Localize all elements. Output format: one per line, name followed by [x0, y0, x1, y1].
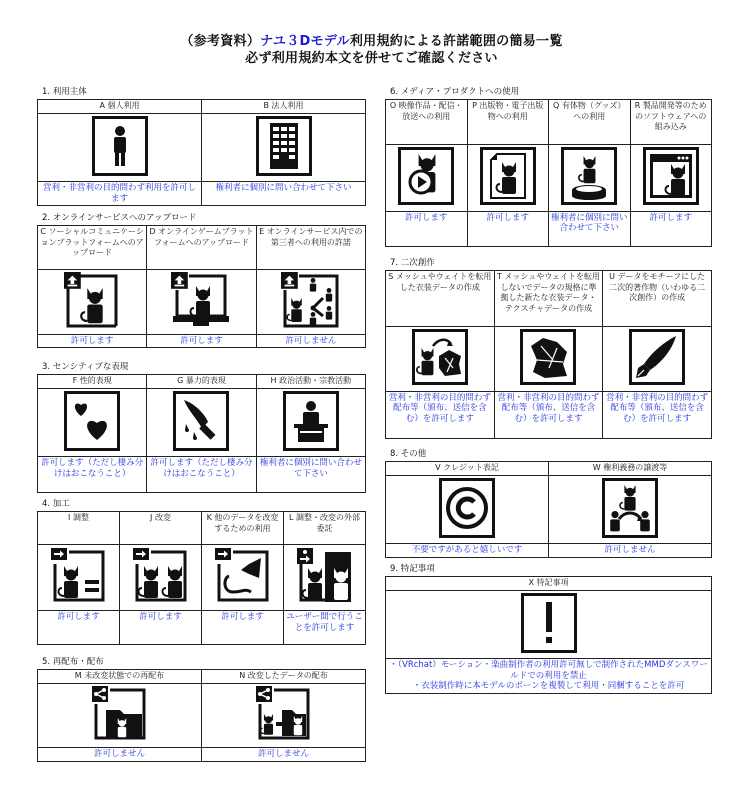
- costume-icon: [520, 329, 576, 385]
- column-header: G 暴力的表現: [147, 375, 256, 389]
- copyright-icon: [439, 478, 495, 538]
- icon-cell: [38, 545, 120, 611]
- section-label: 5. 再配布・配布: [42, 657, 104, 667]
- page-subtitle: 必ず利用規約本文を併せてご確認ください: [245, 51, 498, 66]
- section-processing: [37, 498, 366, 645]
- permission-table: [37, 669, 366, 762]
- icon-cell: [549, 145, 631, 212]
- share-modified-icon: [256, 735, 312, 744]
- icon-cell: [256, 388, 365, 457]
- column-header: T メッシュやウェイトを転用しないでデータの規格に準拠した新たな衣装データ・テクスチャデータの作成: [494, 271, 603, 327]
- section-redistribution: [37, 656, 366, 762]
- icon-cell: [147, 388, 256, 457]
- permission-status: 許可します: [38, 611, 120, 645]
- column-header: D オンラインゲームプラットフォームへのアップロード: [147, 226, 256, 270]
- upload-share-icon: [281, 321, 341, 330]
- permission-status: 許可します: [38, 334, 147, 348]
- column-header: K 他のデータを改変するための利用: [202, 512, 284, 545]
- column-header: O 映像作品・配信・放送への利用: [386, 100, 468, 145]
- column-header: N 改変したデータの配布: [202, 670, 366, 684]
- note-line: ・衣装制作時に本モデルのボーンを複製して利用・同梱することを許可: [412, 681, 685, 691]
- section-label: 9. 特記事項: [390, 564, 435, 574]
- permission-status: 許可します: [630, 211, 712, 246]
- column-header: P 出版物・電子出版物への利用: [467, 100, 549, 145]
- knife-icon: [173, 391, 229, 451]
- icon-cell: [38, 270, 147, 335]
- section-other: [385, 448, 712, 558]
- section-label: 6. メディア・プロダクトへの使用: [390, 87, 520, 97]
- icon-cell: [494, 327, 603, 392]
- exclamation-icon: [521, 593, 577, 653]
- permission-status: 許可します: [147, 334, 256, 348]
- icon-cell: [386, 327, 495, 392]
- column-header: X 特記事項: [386, 577, 712, 591]
- icon-cell: [284, 545, 366, 611]
- column-header: V クレジット表記: [386, 462, 549, 476]
- title-brand: ナユ３Dモデル: [260, 34, 350, 49]
- title-suffix: 利用規約による許諾範囲の簡易一覧: [349, 34, 563, 49]
- software-window-icon: [643, 147, 699, 205]
- permission-status: 許可しません: [549, 544, 712, 558]
- permission-status: 営利・非営利の目的問わず配布等（頒布、送信を含む）を許可します: [386, 391, 495, 438]
- note-line: ・（VRchat）モーション・楽曲制作者の利用許可無しで制作されたMMDダンスワールドでの利用を禁止: [389, 660, 708, 681]
- section-label: 4. 加工: [42, 499, 70, 509]
- icon-cell: [202, 545, 284, 611]
- section-label: 7. 二次創作: [390, 258, 435, 268]
- section-label: 8. その他: [390, 449, 427, 459]
- icon-cell: [202, 113, 366, 182]
- video-icon: [398, 147, 454, 205]
- hearts-icon: [64, 391, 120, 451]
- section-special-notes: [385, 563, 712, 694]
- icon-cell: [38, 388, 147, 457]
- icon-cell: [147, 270, 256, 335]
- pen-nib-icon: [629, 329, 685, 385]
- section-label: 3. センシティブな表現: [42, 362, 129, 372]
- section-media-products: [385, 86, 712, 247]
- special-notes: [386, 659, 712, 694]
- permission-status: 営利・非営利の目的問わず配布等（頒布、送信を含む）を許可します: [603, 391, 712, 438]
- column-header: U データをモチーフにした二次的著作物（いわゆる二次創作）の作成: [603, 271, 712, 327]
- permission-table: [385, 576, 712, 694]
- column-header: M 未改変状態での再配布: [38, 670, 202, 684]
- permission-table: [37, 225, 366, 348]
- permission-status: 営利・非営利の目的問わず配布等（頒布、送信を含む）を許可します: [494, 391, 603, 438]
- permission-status: 許可しません: [202, 748, 366, 762]
- figure-icon: [561, 147, 617, 205]
- column-header: I 調整: [38, 512, 120, 545]
- person-icon: [92, 116, 148, 176]
- column-header: C ソーシャルコミュニケーションプラットフォームへのアップロード: [38, 226, 147, 270]
- permission-table: [385, 270, 712, 439]
- section-derivative-works: [385, 257, 712, 439]
- column-header: H 政治活動・宗教活動: [256, 375, 365, 389]
- icon-cell: [202, 683, 366, 748]
- column-header: B 法人利用: [202, 100, 366, 114]
- icon-cell: [549, 475, 712, 544]
- column-header: R 製品開発等のためのソフトウェアへの組み込み: [630, 100, 712, 145]
- transfer-rights-icon: [602, 478, 658, 538]
- document-icon: [480, 147, 536, 205]
- column-header: A 個人利用: [38, 100, 202, 114]
- section-usage-entity: [37, 86, 366, 206]
- column-header: Q 有体物（グッズ）への利用: [549, 100, 631, 145]
- permission-status: 許可します: [386, 211, 468, 246]
- icon-cell: [38, 113, 202, 182]
- permission-table: [385, 461, 712, 558]
- title-prefix: （参考資料）: [180, 34, 261, 49]
- section-label: 2. オンラインサービスへのアップロード: [42, 213, 197, 223]
- section-label: 1. 利用主体: [42, 87, 87, 97]
- podium-icon: [283, 391, 339, 451]
- permission-status: 許可します: [467, 211, 549, 246]
- icon-cell: [467, 145, 549, 212]
- share-folder-icon: [92, 735, 148, 744]
- permission-table: [37, 374, 366, 493]
- permission-status: 許可します: [120, 611, 202, 645]
- permission-status: 許可しません: [256, 334, 365, 348]
- parts-icon: [215, 597, 271, 606]
- icon-cell: [120, 545, 202, 611]
- icon-cell: [38, 683, 202, 748]
- permission-status: 権利者に個別に問い合わせて下さい: [202, 182, 366, 206]
- permission-status: ユーザー間で行うことを許可します: [284, 611, 366, 645]
- permission-status: 許可します: [202, 611, 284, 645]
- adjust-icon: [51, 597, 107, 606]
- icon-cell: [386, 590, 712, 659]
- permission-table: [385, 99, 712, 247]
- permission-status: 許可します（ただし棲み分けはおこなうこと）: [38, 457, 147, 493]
- column-header: L 調整・改変の外部委託: [284, 512, 366, 545]
- column-header: J 改変: [120, 512, 202, 545]
- upload-avatar-icon: [64, 321, 120, 330]
- column-header: W 権利義務の譲渡等: [549, 462, 712, 476]
- permission-status: 権利者に個別に問い合わせて下さい: [256, 457, 365, 493]
- costume-transfer-icon: [412, 329, 468, 385]
- column-header: S メッシュやウェイトを転用した衣装データの作成: [386, 271, 495, 327]
- permission-status: 許可しません: [38, 748, 202, 762]
- icon-cell: [386, 475, 549, 544]
- upload-monitor-icon: [171, 321, 231, 330]
- icon-cell: [386, 145, 468, 212]
- section-sensitive-expression: [37, 361, 366, 493]
- permission-status: 権利者に個別に問い合わせて下さい: [549, 211, 631, 246]
- section-online-upload: [37, 212, 366, 348]
- building-icon: [256, 116, 312, 176]
- permission-status: 許可します（ただし棲み分けはおこなうこと）: [147, 457, 256, 493]
- outsource-icon: [297, 597, 353, 606]
- column-header: E オンラインサービス内での第三者への利用の許諾: [256, 226, 365, 270]
- icon-cell: [630, 145, 712, 212]
- permission-table: [37, 99, 366, 206]
- modify-icon: [133, 597, 189, 606]
- permission-status: 不要ですがあると嬉しいです: [386, 544, 549, 558]
- permission-status: 営利・非営利の目的問わず利用を許可します: [38, 182, 202, 206]
- icon-cell: [256, 270, 365, 335]
- column-header: F 性的表現: [38, 375, 147, 389]
- permission-table: [37, 511, 366, 645]
- icon-cell: [603, 327, 712, 392]
